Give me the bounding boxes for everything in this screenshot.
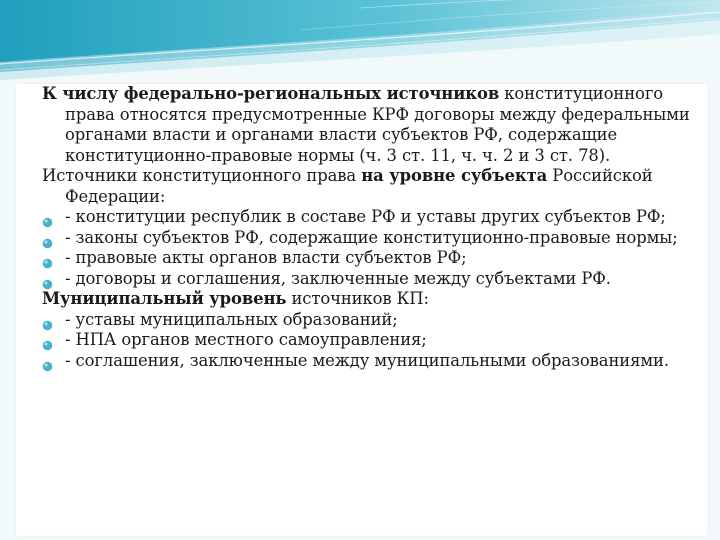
list-item (42, 310, 698, 331)
bullet-icon (42, 275, 53, 286)
list-item-text: - уставы муниципальных образований; (65, 309, 398, 329)
paragraph2-bold: на уровне субъекта (361, 166, 548, 185)
list-item-text: - договоры и соглашения, заключенные между субъектами РФ. (65, 268, 611, 288)
list-item (42, 351, 698, 372)
bullet-icon (42, 357, 53, 368)
paragraph1-bold: К числу федерально-региональных источников (42, 84, 500, 103)
list-item (42, 269, 698, 290)
text-block (42, 84, 698, 371)
bullet-icon (42, 336, 53, 347)
content-panel (16, 84, 708, 536)
list-item-text: - законы субъектов РФ, содержащие конституционно-правовые нормы; (65, 227, 678, 247)
bullet-icon (42, 213, 53, 224)
paragraph3-bold: Муниципальный уровень (42, 289, 287, 308)
list-item-text: - соглашения, заключенные между муниципальными образованиями. (65, 350, 669, 370)
list-item-text: - правовые акты органов власти субъектов РФ; (65, 248, 467, 267)
list-item (42, 248, 698, 269)
list-item (42, 207, 698, 228)
paragraph-federal-regional (42, 84, 698, 166)
list-item-text: - конституции республик в составе РФ и уставы других субъектов РФ; (65, 207, 666, 226)
bullet-icon (42, 316, 53, 327)
paragraph2-text: Источники конституционного права (42, 166, 362, 185)
list-item (42, 330, 698, 351)
list-item-text: - НПА органов местного самоуправления; (65, 330, 427, 349)
paragraph2-rest: Российской Федерации: (65, 166, 653, 206)
paragraph3-text: источников КП: (286, 289, 429, 308)
paragraph1-text: конституционного права относятся предусмотренные КРФ договоры между федеральными органами власти и органами власти субъектов РФ, содержащие конституционно-правовые нормы (ч. 3 ст. 11, ч. ч. 2 и 3 ст. 78). (65, 84, 690, 165)
paragraph-subject-level (42, 166, 698, 207)
bullet-icon (42, 254, 53, 265)
header-wave-decoration (0, 0, 720, 84)
bullet-icon (42, 234, 53, 245)
paragraph-municipal-level (42, 289, 698, 310)
list-item (42, 228, 698, 249)
